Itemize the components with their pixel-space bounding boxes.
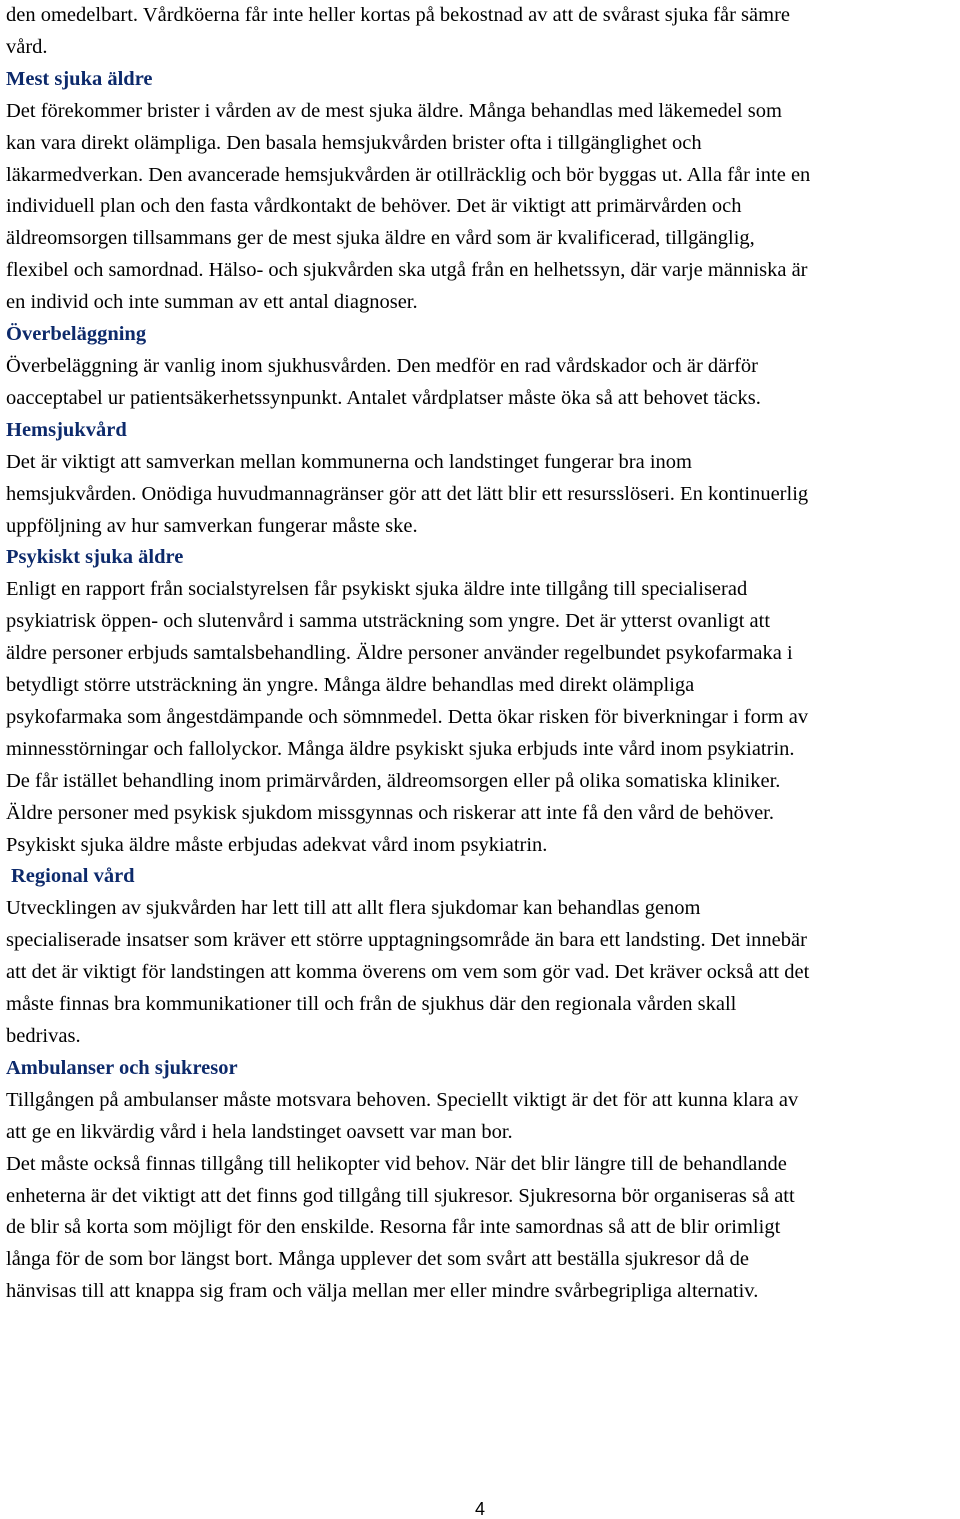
section-heading: Hemsjukvård bbox=[6, 418, 127, 441]
paragraph-line: långa för de som bor längst bort. Många upplever det som svårt att beställa sjukresor då de bbox=[6, 1248, 749, 1271]
paragraph-line: måste finnas bra kommunikationer till och från de sjukhus där den regionala vården skall bbox=[6, 993, 737, 1016]
paragraph-line: flexibel och samordnad. Hälso- och sjukvården ska utgå från en helhetssyn, där varje människa är bbox=[6, 259, 808, 282]
section-heading: Ambulanser och sjukresor bbox=[6, 1056, 238, 1079]
paragraph-line: läkarmedverkan. Den avancerade hemsjukvården är otillräcklig och bör byggas ut. Alla får inte en bbox=[6, 163, 811, 186]
page-number: 4 bbox=[474, 1499, 485, 1519]
paragraph-line: Enligt en rapport från socialstyrelsen får psykiskt sjuka äldre inte tillgång till specialiserad bbox=[6, 578, 748, 601]
paragraph-line: enheterna är det viktigt att det finns god tillgång till sjukresor. Sjukresorna bör organiseras så att bbox=[6, 1184, 795, 1207]
paragraph-line: Det måste också finnas tillgång till helikopter vid behov. När det blir längre till de behandlande bbox=[6, 1152, 787, 1175]
paragraph-line: att ge en likvärdig vård i hela landstinget oavsett var man bor. bbox=[6, 1120, 513, 1143]
paragraph-line: Äldre personer med psykisk sjukdom missgynnas och riskerar att inte få den vård de behöver. bbox=[6, 801, 774, 824]
paragraph-line: psykiatrisk öppen- och slutenvård i samma utsträckning som yngre. Det är ytterst ovanligt att bbox=[6, 610, 771, 633]
paragraph-line: De får istället behandling inom primärvården, äldreomsorgen eller på olika somatiska kliniker. bbox=[6, 769, 781, 792]
paragraph-line: psykofarmaka som ångestdämpande och sömnmedel. Detta ökar risken för biverkningar i form av bbox=[6, 705, 809, 728]
paragraph-line: betydligt större utsträckning än yngre. Många äldre behandlas med direkt olämpliga bbox=[6, 674, 695, 697]
section-heading: Psykiskt sjuka äldre bbox=[6, 546, 184, 569]
paragraph-line: individuell plan och den fasta vårdkontakt de behöver. Det är viktigt att primärvården och bbox=[6, 195, 742, 218]
paragraph-line: vård. bbox=[6, 35, 48, 58]
paragraph-line: uppföljning av hur samverkan fungerar måste ske. bbox=[6, 514, 418, 537]
paragraph-line: den omedelbart. Vårdköerna får inte heller kortas på bekostnad av att de svårast sjuka får sämre bbox=[6, 4, 791, 26]
paragraph-line: Överbeläggning är vanlig inom sjukhusvården. Den medför en rad vårdskador och är därför bbox=[6, 354, 758, 377]
paragraph-line: bedrivas. bbox=[6, 1025, 81, 1047]
paragraph-line: Det är viktigt att samverkan mellan kommunerna och landstinget fungerar bra inom bbox=[6, 450, 692, 473]
document-page bbox=[6, 0, 956, 1308]
section-heading: Regional vård bbox=[11, 865, 135, 888]
paragraph-line: hemsjukvården. Onödiga huvudmannagränser gör att det lätt blir ett resursslöseri. En kontinuerlig bbox=[6, 482, 809, 505]
section-heading: Överbeläggning bbox=[6, 323, 147, 346]
paragraph-line: specialiserade insatser som kräver ett större upptagningsområde än bara ett landsting. Det innebär bbox=[6, 929, 807, 952]
paragraph-line: äldre personer erbjuds samtalsbehandling. Äldre personer använder regelbundet psykofarmaka i bbox=[6, 642, 793, 665]
paragraph-line: Psykiskt sjuka äldre måste erbjudas adekvat vård inom psykiatrin. bbox=[6, 833, 548, 856]
paragraph-line: Det förekommer brister i vården av de mest sjuka äldre. Många behandlas med läkemedel som bbox=[6, 99, 782, 122]
section-heading: Mest sjuka äldre bbox=[6, 67, 153, 90]
paragraph-line: en individ och inte summan av ett antal diagnoser. bbox=[6, 291, 418, 314]
paragraph-line: Tillgången på ambulanser måste motsvara behoven. Speciellt viktigt är det för att kunna klara av bbox=[6, 1088, 799, 1111]
paragraph-line: oacceptabel ur patientsäkerhetssynpunkt. Antalet vårdplatser måste öka så att behovet täcks. bbox=[6, 386, 761, 409]
paragraph-line: att det är viktigt för landstingen att komma överens om vem som gör vad. Det kräver också att det bbox=[6, 961, 810, 984]
paragraph-line: minnesstörningar och fallolyckor. Många äldre psykiskt sjuka erbjuds inte vård inom psykiatrin. bbox=[6, 737, 795, 760]
paragraph-line: kan vara direkt olämpliga. Den basala hemsjukvården brister ofta i tillgänglighet och bbox=[6, 131, 702, 154]
paragraph-line: hänvisas till att knappa sig fram och välja mellan mer eller mindre svårbegripliga alternativ. bbox=[6, 1280, 759, 1303]
paragraph-line: de blir så korta som möjligt för den enskilde. Resorna får inte samordnas så att de blir orimligt bbox=[6, 1216, 781, 1239]
paragraph-line: äldreomsorgen tillsammans ger de mest sjuka äldre en vård som är kvalificerad, tillgänglig, bbox=[6, 227, 755, 250]
paragraph-line: Utvecklingen av sjukvården har lett till att allt flera sjukdomar kan behandlas genom bbox=[6, 897, 701, 920]
